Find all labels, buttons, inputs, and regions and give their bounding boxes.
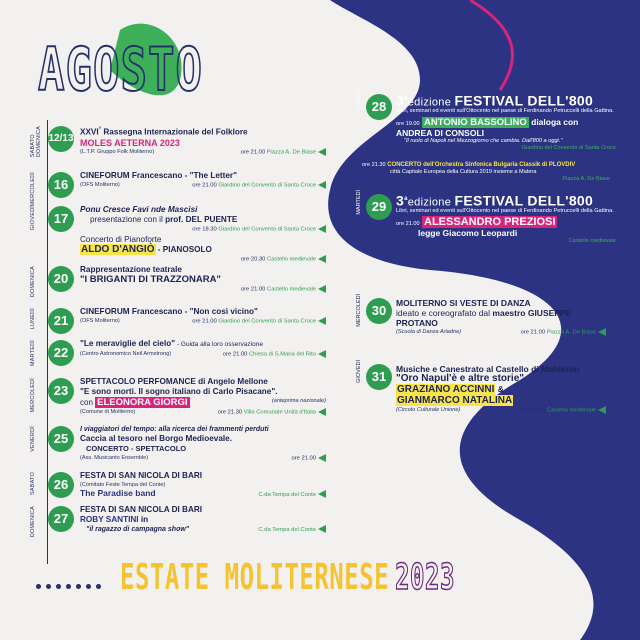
weekday-label: LUNEDÌ	[356, 90, 362, 111]
event-time: ore 21.00	[240, 149, 266, 156]
festival-name: FESTIVAL DELL'800	[454, 92, 594, 109]
location-arrow-icon	[318, 255, 326, 263]
weekday-label: SABATO	[30, 472, 36, 496]
organizer: (Circolo Culturale Unione)	[396, 407, 461, 413]
day-badge: 30	[366, 298, 392, 324]
organizer: (Comune di Moliterno)	[80, 409, 136, 415]
event-place: Piazza A. De Biase	[562, 176, 610, 182]
footer-title-text: ESTATE MOLITERNESE	[120, 556, 390, 598]
weekday-label: SABATO DOMENICA	[30, 126, 42, 158]
location-arrow-icon	[318, 225, 326, 233]
day-badge: 28	[366, 94, 392, 120]
artist-suffix: - PIANOSOLO	[155, 244, 212, 254]
event-place: Piazza A. De Biase	[546, 329, 596, 336]
event-subtitle: "Oro Napul'è e altre storie"	[396, 373, 525, 384]
event-time: ore 21.00	[520, 329, 546, 336]
event-title: CINEFORUM Francescano - "The Letter"	[80, 171, 237, 180]
artist-name: ELEONORA GIORGI	[97, 397, 188, 408]
event-time: ore 21.00	[192, 182, 217, 189]
edition-superscript: a	[404, 96, 408, 102]
weekday-label: VENERDÌ	[30, 426, 36, 452]
day-badge: 27	[48, 506, 74, 532]
location-arrow-icon	[318, 285, 326, 293]
location-arrow-icon	[598, 328, 606, 336]
event-place: Giardino del Convento di Santa Croce	[218, 182, 316, 189]
weekday-label: MARTEDÌ	[356, 190, 362, 215]
event-time: ore 18.30	[192, 226, 217, 233]
weekday-label: LUNEDÌ	[30, 308, 36, 330]
event-subtitle: "I BRIGANTI DI TRAZZONARA"	[80, 274, 221, 285]
event-place: C.da Tempa del Conte	[258, 527, 316, 533]
edition-number: 3	[396, 92, 405, 109]
event-time: ore 21.00	[291, 455, 316, 462]
event-title: MOLITERNO SI VESTE DI DANZA	[396, 298, 531, 308]
event-time: ore 21.00	[222, 351, 248, 358]
day-badge: 20	[48, 266, 74, 292]
organizer: (Centro Astronomico Neil Armstrong)	[80, 351, 172, 357]
weekday-label: DOMENICA	[30, 266, 36, 298]
weekday-label: DOMENICA	[30, 506, 36, 538]
weekday-label: MERCOLEDÌ	[30, 172, 36, 207]
choreographer-name: maestro GIUSEPPE PROTANO	[396, 308, 572, 328]
month-title: AGOSTO	[38, 36, 203, 105]
ampersand: &	[495, 384, 504, 394]
day-badge: 29	[366, 194, 392, 220]
event-subtitle: MOLES AETERNA 2023	[80, 137, 180, 148]
day-badge: 23	[48, 378, 74, 404]
artist-name-2: ANDREA DI CONSOLI	[396, 127, 484, 138]
artist-name-2: GIANMARCO NATALINA	[397, 395, 513, 406]
event-title: Rappresentazione teatrale	[80, 265, 182, 274]
event-title: SPETTACOLO PERFOMANCE di Angelo Mellone	[80, 377, 268, 386]
event-place: Chiesa di S.Maria del Rito	[248, 351, 316, 358]
show-title: "il ragazzo di campagna show"	[86, 526, 190, 533]
event-place: Giardino del Convento di Santa Croce	[218, 318, 316, 325]
weekday-label: MERCOLEDÌ	[356, 294, 362, 327]
edition-label: edizione	[407, 96, 455, 109]
location-arrow-icon	[318, 350, 326, 358]
reading-desc: legge Giacomo Leopardi	[418, 227, 518, 238]
with-label: con	[80, 398, 96, 407]
event-subtitle: Caccia al tesoro nel Borgo Medioevale.	[80, 434, 232, 443]
artist-name: ALESSANDRO PREZIOSI	[424, 215, 556, 228]
artist-name: ANTONIO BASSOLINO	[424, 116, 527, 128]
footer-year: 2023	[395, 556, 455, 598]
event-title: XXVI	[80, 127, 99, 137]
location-arrow-icon	[318, 408, 326, 416]
event-place: Piazza A. De Biase	[266, 149, 316, 156]
organizer: (L.T.P. Gruppo Folk Moliterno)	[80, 148, 155, 155]
talk-title: "Il ruolo di Napoli nel Mezzogiorno che cambia. Dall'800 a oggi."	[404, 137, 563, 144]
event-title: CINEFORUM Francescano - "Non così vicino"	[80, 307, 258, 316]
organizer: (Scuola di Danza Ariadne)	[396, 329, 462, 335]
event-title: FESTA DI SAN NICOLA DI BARI	[80, 505, 203, 514]
event-place: Castello medievale	[267, 256, 316, 263]
location-arrow-icon	[318, 181, 326, 189]
event-desc: presentazione con il	[90, 215, 166, 224]
location-arrow-icon	[598, 406, 606, 414]
festival-name: FESTIVAL DELL'800	[454, 192, 594, 209]
day-badge: 17	[48, 206, 74, 232]
event-title-cont: Rassegna Internazionale del Folklore	[101, 127, 248, 137]
location-arrow-icon	[318, 525, 326, 533]
day-badge: 26	[48, 472, 74, 498]
title-superscript: °	[98, 127, 102, 133]
event-subtitle-2: CONCERTO - SPETTACOLO	[86, 444, 187, 453]
artist-name: GRAZIANO ACCINNI	[397, 384, 495, 395]
weekday-label: MARTEDÌ	[30, 340, 36, 367]
event-time: ore 21.00	[240, 286, 266, 293]
event-title-suffix: - Guida alla loro osservazione	[175, 341, 263, 348]
artist-name: ROBY SANTINI	[80, 515, 139, 524]
day-badge: 12/13	[48, 126, 74, 152]
event-title: Ponu Cresce Favi nde Mascisi	[80, 205, 198, 214]
event-time: ore 21.30	[362, 162, 386, 168]
weekday-label: GIOVEDÌ	[356, 360, 362, 383]
event-time: ore 21.00	[192, 318, 217, 325]
event-title: "Le meraviglie del cielo"	[80, 339, 176, 348]
band-name: The Paradise band	[80, 488, 156, 498]
festival-desc: Libri, seminari ed eventi sull'Ottocento nel paese di Ferdinando Petruccelli della Gattina.	[396, 207, 614, 214]
dialog-label: dialoga con	[528, 116, 579, 127]
edition-superscript: a	[404, 196, 408, 202]
day-badge: 25	[48, 426, 74, 452]
event-title: Musiche e Canestrato al Castello di Moliterno	[396, 364, 580, 374]
day-badge: 16	[48, 172, 74, 198]
event-place: Giardino del Convento di Santa Croce	[218, 226, 316, 233]
location-arrow-icon	[318, 148, 326, 156]
artist-name: ALDO D'ANGIÒ	[81, 243, 155, 255]
artist-suffix: in	[138, 515, 149, 524]
event-place: Giardino del Convento di Santa Croce	[521, 144, 616, 151]
day-badge: 31	[366, 364, 392, 390]
event-time: ore 21.30	[217, 409, 243, 416]
event-time: ore 21.00	[396, 220, 420, 227]
concert-title: CONCERTO dell'Orchestra Sinfonica Bulgaria Classik di PLOVDIV	[387, 162, 576, 168]
edition-number: 3	[396, 192, 405, 209]
event-note: (anteprima nazionale)	[271, 398, 326, 404]
organizer: (OFS Moliterno)	[80, 182, 120, 188]
event-subtitle: "E sono morti. Il sogno italiano di Carlo Pisacane".	[80, 387, 278, 396]
event-place: Castello medievale	[267, 286, 316, 293]
weekday-label: MERCOLEDÌ	[30, 378, 36, 413]
organizer: (Comitato Feste Tempa del Conte)	[80, 482, 166, 488]
organizer: (OFS Moliterno)	[80, 318, 120, 324]
event-time: ore 19.00	[396, 120, 420, 127]
event-place: Castello medievale	[568, 237, 616, 244]
organizer: (Ass. Musicanto Ensemble)	[80, 455, 149, 461]
event-time: ore 20.30	[240, 256, 266, 263]
location-arrow-icon	[318, 490, 326, 498]
event-title: I viaggiatori del tempo: alla ricerca dei frammenti perduti	[80, 426, 269, 433]
speaker-name: prof. DEL PUENTE	[165, 215, 238, 224]
event-desc: ideato e coreografato dal	[396, 308, 493, 318]
location-arrow-icon	[318, 454, 326, 462]
event-place: Castello medievale	[547, 407, 596, 414]
footer-title	[120, 556, 455, 598]
concert-label: Concerto di Pianoforte	[80, 234, 162, 244]
weekday-label: GIOVEDÌ	[30, 206, 36, 231]
event-title: FESTA DI SAN NICOLA DI BARI	[80, 471, 203, 480]
festival-desc: Libri, seminari ed eventi sull'Ottocento nel paese di Ferdinando Petruccelli della Gattina.	[396, 107, 614, 114]
day-badge: 21	[48, 308, 74, 334]
location-arrow-icon	[318, 317, 326, 325]
concert-desc: città Capitale Europea della Cultura 2019 insieme a Matera	[390, 169, 537, 175]
footer-dots	[36, 576, 106, 594]
day-badge: 22	[48, 340, 74, 366]
event-time: ore 21.00	[520, 407, 546, 414]
edition-label: edizione	[407, 196, 455, 209]
event-place: C.da Tempa del Conte	[258, 492, 316, 498]
event-place: Villa Comunale Unità d'Italia	[243, 409, 316, 416]
